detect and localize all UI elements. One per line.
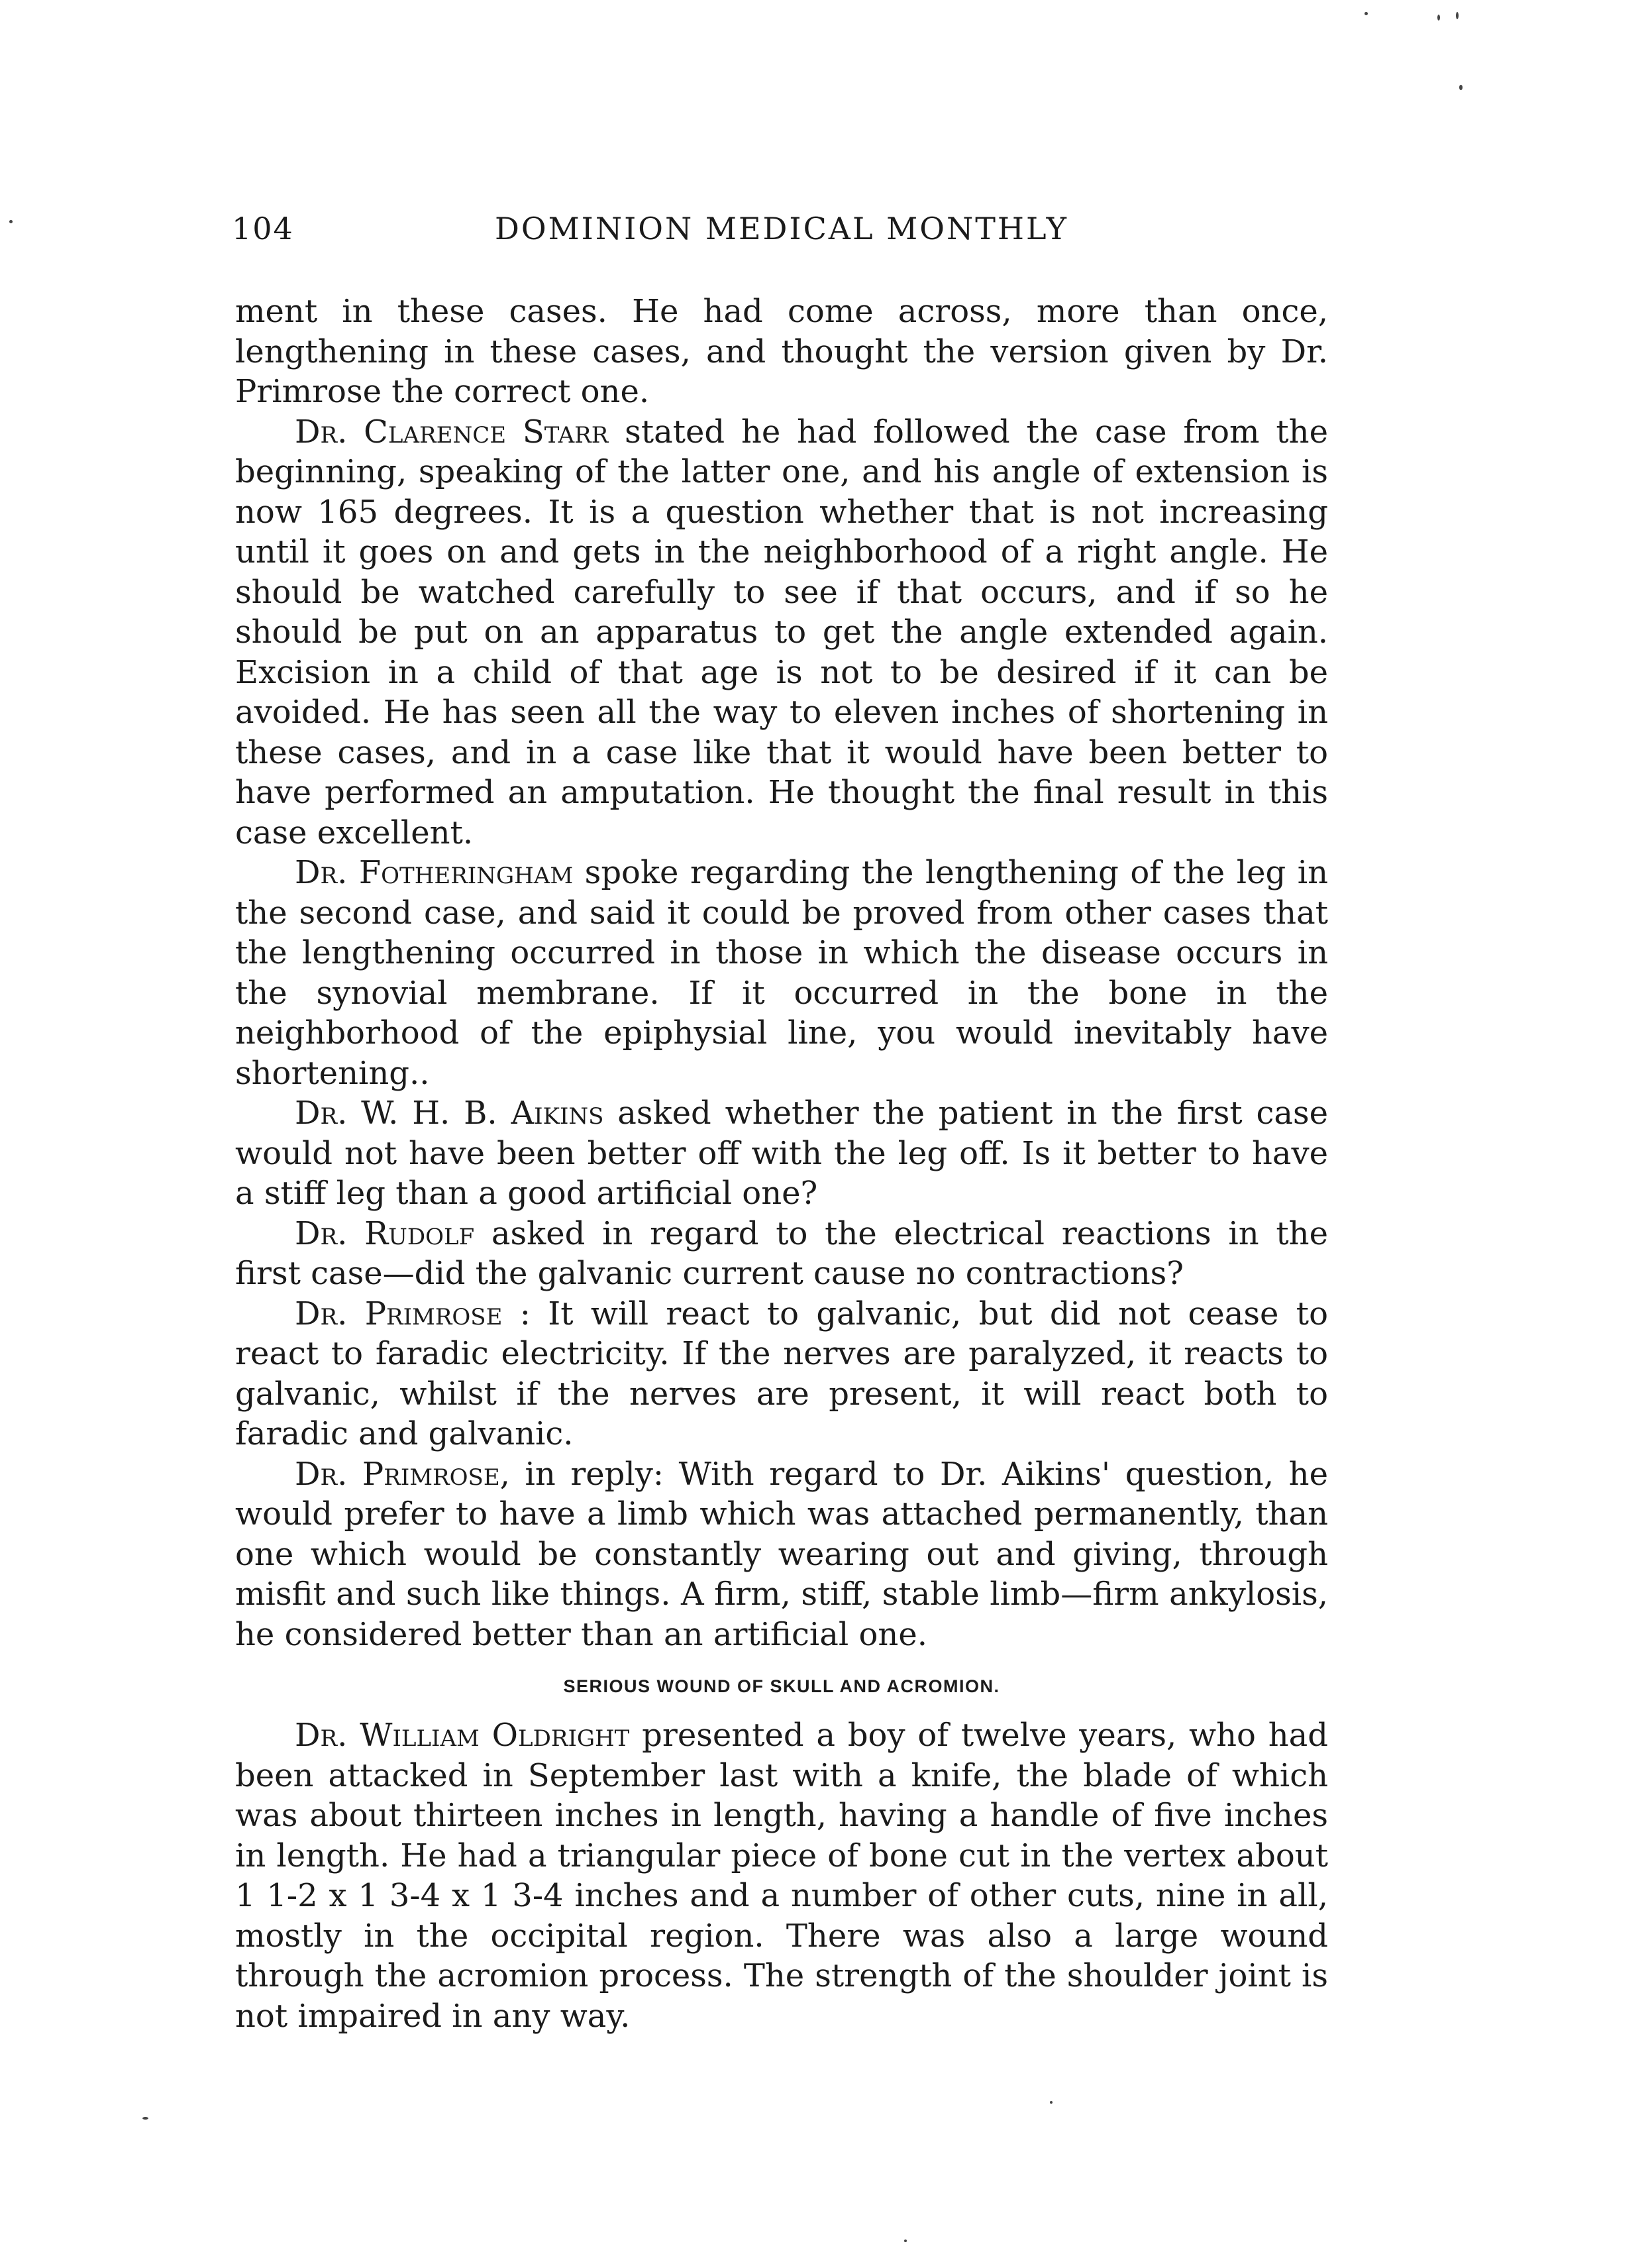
paragraph-primrose (235, 1294, 1328, 1454)
page-number: 104 (232, 211, 294, 246)
paragraph-primrose-reply (235, 1454, 1328, 1655)
paragraph-text: asked in regard to the electrical reactions in the first case—did the galvanic current cause no contractions? (235, 1215, 1329, 1292)
speaker-name: Dr. W. H. B. Aikins (295, 1095, 604, 1132)
running-head (232, 211, 1331, 257)
paragraph-continuation (235, 292, 1328, 412)
scan-speck (9, 220, 13, 223)
scan-speck (142, 2117, 148, 2120)
paragraph-text: spoke regarding the lengthening of the leg in the second case, and said it could be proved from other cases that the lengthening occurred in those in which the disease occurs in the synovial membrane. If it occurred in the bone in the neighborhood of the epiphysial line, you would inevitably have shortening.. (235, 854, 1328, 1092)
scan-speck (1050, 2101, 1053, 2104)
paragraph-rudolf (235, 1214, 1328, 1294)
journal-title: DOMINION MEDICAL MONTHLY (494, 211, 1069, 246)
scan-speck (1456, 12, 1459, 19)
paragraph-fotheringham (235, 853, 1328, 1093)
paragraph-text: ment in these cases. He had come across, more than once, lengthening in these cases, and thought the version given by Dr. Primrose the correct one. (235, 293, 1328, 410)
section-heading: SERIOUS WOUND OF SKULL AND ACROMION. (563, 1676, 1000, 1696)
paragraph-aikins (235, 1093, 1328, 1214)
speaker-name: Dr. Fotheringham (295, 854, 574, 891)
paragraph-text: stated he had followed the case from the beginning, speaking of the latter one, and his angle of extension is now 165 degrees. It is a question whether that is not increasing until it goes on and gets in the neighborhood of a right angle. He should be watched carefully to see if that occurs, and if so he should be put on an apparatus to get the angle extended again. Excision in a child of that age is not to be desired if it can be avoided. He has seen all the way to eleven inches of shortening in these cases, and in a case like that it would have been better to have performed an amputation. He thought the final result in this case excellent. (235, 413, 1328, 851)
speaker-name: Dr. William Oldright (295, 1717, 630, 1754)
speaker-name: Dr. Primrose, (295, 1455, 510, 1493)
scan-speck (1365, 12, 1368, 15)
scan-speck (1459, 85, 1463, 90)
paragraph-text: asked whether the patient in the first case would not have been better off with the leg off. Is it better to have a stiff leg than a good artificial one? (235, 1095, 1328, 1212)
speaker-name: Dr. Primrose (295, 1295, 503, 1332)
paragraph-text: in reply: With regard to Dr. Aikins' question, he would prefer to have a limb which was attached permanently, than one which would be constantly wearing out and giving, through misfit and such like things. A firm, stiff, stable limb—firm ankylosis, he considered better than an artificial one. (235, 1455, 1328, 1653)
article-body (235, 292, 1328, 2036)
paragraph-text: presented a boy of twelve years, who had been attacked in September last with a knife, the blade of which was about thirteen inches in length, having a handle of five inches in length. He had a triangular piece of bone cut in the vertex about 1 1-2 x 1 3-4 x 1 3-4 inches and a number of other cuts, nine in all, mostly in the occipital region. There was also a large wound through the acromion process. The strength of the shoulder joint is not impaired in any way. (235, 1717, 1329, 2035)
paragraph-text: : It will react to galvanic, but did not cease to react to faradic electricity. If the nerves are paralyzed, it reacts to galvanic, whilst if the nerves are present, it will react both to faradic and galvanic. (235, 1295, 1328, 1452)
scan-speck (904, 2240, 907, 2242)
paragraph-oldright (235, 1715, 1328, 2036)
paragraph-starr (235, 412, 1328, 853)
scan-speck (1437, 15, 1440, 21)
speaker-name: Dr. Clarence Starr (295, 413, 609, 451)
speaker-name: Dr. Rudolf (295, 1215, 475, 1252)
